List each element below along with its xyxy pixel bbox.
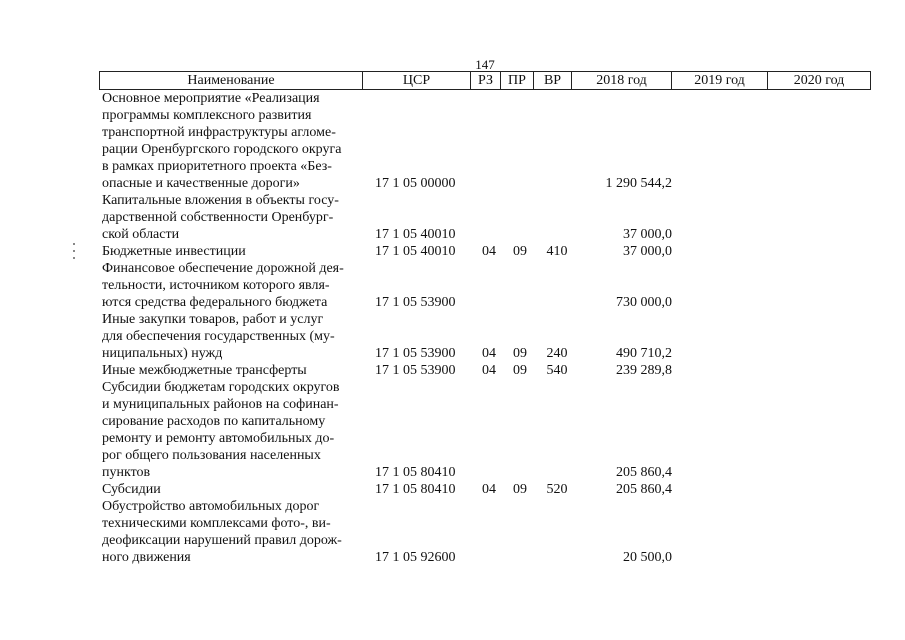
row-amount-2018: 1 290 544,2 <box>605 176 672 191</box>
header-rz: РЗ <box>471 72 501 89</box>
header-2018: 2018 год <box>572 72 672 89</box>
table-row <box>0 260 905 311</box>
table-header <box>99 71 871 90</box>
row-name: Капитальные вложения в объекты госу- дарственной собственности Оренбург- ской области <box>102 193 339 242</box>
row-amount-2018: 20 500,0 <box>623 550 672 565</box>
row-vr: 520 <box>546 482 568 497</box>
page-number: 147 <box>475 57 495 72</box>
table-row <box>0 379 905 481</box>
row-name: Обустройство автомобильных дорог техническими комплексами фото-, ви- деофиксации нарушений правил дорож- ного движения <box>102 499 342 565</box>
table-row <box>0 498 905 566</box>
row-csr: 17 1 05 00000 <box>375 176 456 191</box>
row-pr: 09 <box>513 244 527 259</box>
header-csr: ЦСР <box>363 72 471 89</box>
row-amount-2018: 37 000,0 <box>623 227 672 242</box>
row-rz: 04 <box>482 482 496 497</box>
table-row <box>0 243 905 260</box>
row-rz: 04 <box>482 363 496 378</box>
row-pr: 09 <box>513 363 527 378</box>
row-csr: 17 1 05 92600 <box>375 550 456 565</box>
header-2019: 2019 год <box>672 72 768 89</box>
row-csr: 17 1 05 53900 <box>375 363 456 378</box>
row-name: Финансовое обеспечение дорожной дея- тельности, источником которого явля- ются средства федерального бюджета <box>102 261 344 310</box>
row-amount-2018: 490 710,2 <box>616 346 672 361</box>
row-rz: 04 <box>482 244 496 259</box>
row-csr: 17 1 05 80410 <box>375 465 456 480</box>
row-name: Иные межбюджетные трансферты <box>102 363 307 378</box>
row-pr: 09 <box>513 482 527 497</box>
row-name: Бюджетные инвестиции <box>102 244 246 259</box>
table-row <box>0 362 905 379</box>
row-csr: 17 1 05 40010 <box>375 227 456 242</box>
scan-speck <box>73 257 75 259</box>
row-csr: 17 1 05 40010 <box>375 244 456 259</box>
row-name: Субсидии <box>102 482 161 497</box>
row-vr: 240 <box>546 346 568 361</box>
table-body <box>0 90 905 566</box>
row-vr: 410 <box>546 244 568 259</box>
row-amount-2018: 37 000,0 <box>623 244 672 259</box>
scan-speck <box>73 250 75 252</box>
table-row <box>0 90 905 192</box>
header-2020: 2020 год <box>793 73 845 88</box>
row-name: Субсидии бюджетам городских округов и муниципальных районов на софинан- сирование расходов по капитальному ремонту и ремонту автомобильных до- рог общего пользования населенных пунктов <box>102 380 340 480</box>
header-name: Наименование <box>100 72 363 89</box>
table-row <box>0 311 905 362</box>
row-amount-2018: 239 289,8 <box>616 363 672 378</box>
row-amount-2018: 205 860,4 <box>616 482 672 497</box>
table-row <box>0 481 905 498</box>
scan-speck <box>73 243 75 245</box>
table-row <box>0 192 905 243</box>
row-rz: 04 <box>482 346 496 361</box>
header-vr: ВР <box>534 72 572 89</box>
row-name: Иные закупки товаров, работ и услуг для обеспечения государственных (му- ниципальных) нужд <box>102 312 335 361</box>
header-pr: ПР <box>501 72 534 89</box>
row-name: Основное мероприятие «Реализация программы комплексного развития транспортной инфраструктуры агломе- рации Оренбургского городского округа в рамках приоритетного проекта «Без- опасные и качественные дороги» <box>102 91 342 191</box>
row-pr: 09 <box>513 346 527 361</box>
row-amount-2018: 205 860,4 <box>616 465 672 480</box>
row-csr: 17 1 05 53900 <box>375 295 456 310</box>
row-amount-2018: 730 000,0 <box>616 295 672 310</box>
row-csr: 17 1 05 80410 <box>375 482 456 497</box>
row-csr: 17 1 05 53900 <box>375 346 456 361</box>
row-vr: 540 <box>546 363 568 378</box>
